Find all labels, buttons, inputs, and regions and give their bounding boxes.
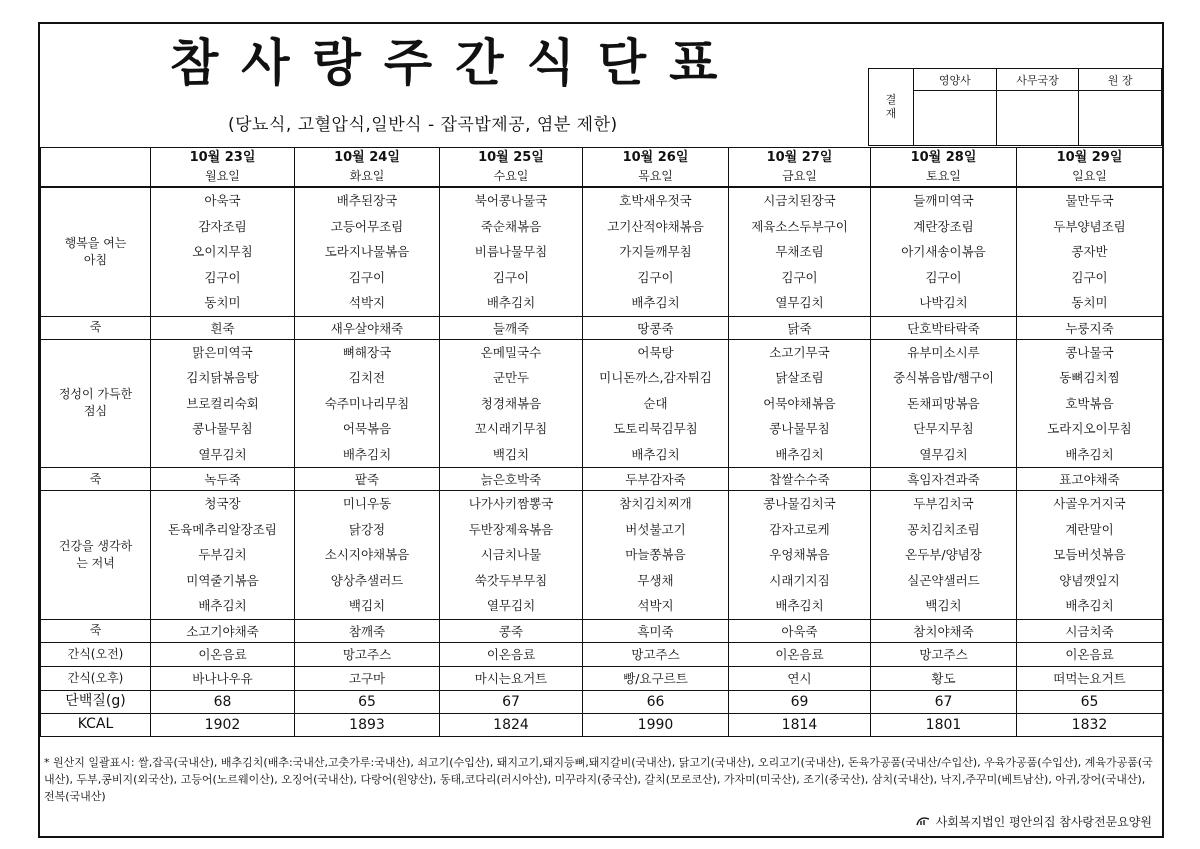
menu-item: 꼬시래기무침: [474, 421, 548, 436]
menu-item: 김구이: [1071, 269, 1108, 285]
lunch-cell: [295, 339, 440, 468]
menu-item: 아욱국: [204, 193, 241, 208]
menu-item: 단무지무침: [913, 421, 974, 436]
approval-role-dietitian: 영양사: [914, 69, 997, 91]
breakfast-cell: [1017, 187, 1163, 316]
row-label-line: 점심: [83, 404, 108, 419]
menu-item: 닭강정: [348, 521, 386, 537]
row-label-protein: [41, 690, 151, 713]
menu-item: 우엉채볶음: [769, 547, 830, 562]
menu-item: 김구이: [204, 269, 241, 285]
day-weekday: 일요일: [1072, 169, 1107, 183]
protein-cell: 69: [729, 690, 871, 713]
protein-cell: 65: [1017, 690, 1163, 713]
kcal-cell: 1814: [729, 713, 871, 736]
menu-item: 배추김치: [486, 295, 536, 310]
menu-item: 뼈해장국: [342, 344, 392, 360]
menu-item: 온두부/양념장: [905, 547, 982, 562]
menu-item: 김구이: [781, 269, 818, 285]
menu-item: 마늘쫑볶음: [625, 547, 686, 562]
dinner-cell: [583, 491, 729, 620]
porridge3-cell: 아욱죽: [729, 619, 871, 642]
menu-item: 어묵야채볶음: [763, 395, 836, 411]
menu-item: 어묵탕: [637, 344, 674, 360]
menu-item: 열무김치: [198, 446, 247, 462]
menu-item: 배추김치: [198, 598, 247, 613]
approval-sign-director[interactable]: [1079, 91, 1162, 146]
day-header: [1017, 148, 1163, 188]
menu-item: 물만두국: [1065, 193, 1114, 208]
menu-item: 김치전: [348, 370, 386, 385]
menu-item: 김구이: [925, 269, 962, 285]
menu-item: 죽순채볶음: [480, 218, 542, 234]
row-label-porridge2: [41, 468, 151, 491]
porridge3-cell: 흑미죽: [583, 619, 729, 642]
menu-item: 나가사키짬뽕국: [468, 496, 554, 511]
breakfast-cell: [729, 187, 871, 316]
menu-item: 백김치: [925, 598, 962, 613]
lunch-cell: [151, 339, 295, 468]
day-header: [295, 148, 440, 188]
snack_pm-cell: 마시는요거트: [440, 666, 583, 690]
protein-cell: 67: [440, 690, 583, 713]
menu-item: 호박새우젓국: [619, 193, 692, 208]
breakfast-cell: [295, 187, 440, 316]
menu-item: 배추김치: [775, 446, 824, 462]
dinner-cell: [729, 491, 871, 620]
day-weekday: 수요일: [493, 169, 529, 183]
menu-item: 동뼈김치찜: [1059, 370, 1120, 385]
day-date: 10월 29일: [1056, 150, 1123, 165]
porridge2-cell: 찹쌀수수죽: [729, 468, 871, 491]
day-date: 10월 23일: [189, 150, 256, 165]
breakfast-cell: [440, 187, 583, 316]
protein-cell: 65: [295, 690, 440, 713]
approval-sign-manager[interactable]: [996, 91, 1079, 146]
day-header: [151, 148, 295, 188]
row-label-line: 죽: [89, 623, 102, 637]
menu-item: 청국장: [204, 496, 241, 511]
menu-item: 콩나물무침: [769, 421, 830, 436]
kcal-cell: 1824: [440, 713, 583, 736]
row-porridge2: [41, 468, 1163, 491]
row-label-line: 간식(오전): [67, 646, 124, 661]
row-label-breakfast: [41, 187, 151, 316]
snack_pm-cell: 떠먹는요거트: [1017, 666, 1163, 690]
porridge3-cell: 소고기야채죽: [151, 619, 295, 642]
menu-item: 두부양념조림: [1053, 218, 1126, 234]
row-snack_am: [41, 642, 1163, 666]
menu-item: 백김치: [492, 446, 530, 462]
menu-item: 시금치된장국: [763, 193, 836, 208]
kcal-cell: 1832: [1017, 713, 1163, 736]
kcal-cell: 1893: [295, 713, 440, 736]
kcal-cell: 1801: [871, 713, 1017, 736]
menu-item: 두부김치국: [913, 496, 974, 511]
menu-item: 두부김치: [198, 547, 247, 562]
menu-item: 계란장조림: [913, 218, 974, 234]
menu-item: 순대: [643, 395, 668, 411]
row-label-line: 단백질(g): [65, 693, 126, 709]
menu-item: 소고기무국: [769, 344, 830, 360]
row-label-line: 간식(오후): [67, 670, 124, 685]
row-label-porridge3: [41, 619, 151, 642]
row-label-line: 는 저녁: [76, 555, 115, 570]
dinner-cell: [295, 491, 440, 620]
approval-label: 결 재: [869, 69, 914, 146]
menu-item: 배추김치: [775, 598, 824, 613]
row-label-lunch: [41, 339, 151, 468]
row-label-snack_pm: [41, 666, 151, 690]
menu-item: 도토리묵김무침: [613, 421, 698, 436]
approval-role-manager: 사무국장: [996, 69, 1079, 91]
lunch-cell: [440, 339, 583, 468]
porridge1-cell: 흰죽: [151, 316, 295, 339]
porridge2-cell: 표고야채죽: [1017, 468, 1163, 491]
page-subtitle: (당뇨식, 고혈압식,일반식 - 잡곡밥제공, 염분 제한): [228, 115, 618, 135]
protein-cell: 66: [583, 690, 729, 713]
porridge3-cell: 참깨죽: [295, 619, 440, 642]
menu-item: 소시지야채볶음: [324, 547, 410, 562]
porridge1-cell: 닭죽: [729, 316, 871, 339]
dinner-cell: [151, 491, 295, 620]
menu-item: 쑥갓두부무침: [474, 572, 548, 588]
snack_am-cell: 이온음료: [151, 642, 295, 666]
dinner-cell: [1017, 491, 1163, 620]
row-label-line: KCAL: [77, 716, 114, 732]
menu-item: 열무김치: [486, 598, 536, 613]
menu-item: 콩나물김치국: [763, 496, 836, 511]
day-header: [871, 148, 1017, 188]
snack_pm-cell: 고구마: [295, 666, 440, 690]
kcal-cell: 1990: [583, 713, 729, 736]
menu-item: 콩나물무침: [192, 421, 253, 436]
day-weekday: 월요일: [205, 169, 240, 183]
menu-item: 호박볶음: [1065, 395, 1114, 411]
menu-item: 북어콩나물국: [474, 193, 548, 208]
snack_pm-cell: 황도: [871, 666, 1017, 690]
row-porridge3: [41, 619, 1163, 642]
dinner-cell: [871, 491, 1017, 620]
lunch-cell: [583, 339, 729, 468]
row-snack_pm: [41, 666, 1163, 690]
row-label-line: 죽: [89, 320, 102, 334]
dinner-cell: [440, 491, 583, 620]
day-date: 10월 25일: [478, 150, 544, 165]
day-header: [440, 148, 583, 188]
menu-item: 열무김치: [775, 295, 824, 310]
porridge1-cell: 들깨죽: [440, 316, 583, 339]
row-label-porridge1: [41, 316, 151, 339]
menu-item: 콩자반: [1071, 244, 1108, 259]
approval-role-director: 원 장: [1079, 69, 1162, 91]
porridge2-cell: 늙은호박죽: [440, 468, 583, 491]
menu-item: 맑은미역국: [192, 344, 253, 360]
footer-org: [916, 813, 1152, 830]
porridge1-cell: 새우살야채죽: [295, 316, 440, 339]
snack_pm-cell: 연시: [729, 666, 871, 690]
porridge2-cell: 흑임자견과죽: [871, 468, 1017, 491]
row-label-line: 아침: [83, 252, 108, 267]
page-title: 참사랑주간식단표: [170, 34, 741, 92]
porridge3-cell: 참치야채죽: [871, 619, 1017, 642]
snack_pm-cell: 빵/요구르트: [583, 666, 729, 690]
menu-item: 미니돈까스,감자튀김: [599, 370, 712, 385]
day-date: 10월 26일: [622, 150, 689, 165]
menu-item: 나박김치: [919, 295, 968, 310]
menu-item: 아기새송이볶음: [901, 244, 986, 259]
lunch-cell: [871, 339, 1017, 468]
row-dinner: [41, 491, 1163, 620]
menu-item: 가지들깨무침: [619, 244, 692, 259]
menu-item: 석박지: [637, 598, 674, 613]
date-header-row: [41, 148, 1163, 188]
snack_am-cell: 이온음료: [729, 642, 871, 666]
day-header: [583, 148, 729, 188]
menu-item: 김치닭볶음탕: [186, 370, 259, 385]
row-label-line: 행복을 여는: [64, 235, 127, 250]
menu-item: 버섯불고기: [625, 521, 686, 537]
day-date: 10월 28일: [910, 150, 977, 165]
row-protein: [41, 690, 1163, 713]
row-porridge1: [41, 316, 1163, 339]
menu-item: 닭살조림: [775, 370, 824, 385]
row-breakfast: [41, 187, 1163, 316]
snack_am-cell: 이온음료: [1017, 642, 1163, 666]
menu-item: 중식볶음밥/햄구이: [893, 370, 994, 385]
menu-item: 오이지무침: [192, 244, 253, 259]
menu-item: 배추김치: [342, 446, 392, 462]
menu-item: 청경채볶음: [480, 395, 542, 411]
kcal-cell: 1902: [151, 713, 295, 736]
approval-box: [868, 68, 1162, 146]
menu-item: 비름나물무침: [474, 244, 548, 259]
menu-item: 감자조림: [198, 218, 247, 234]
menu-item: 온메밀국수: [480, 344, 542, 360]
menu-item: 꽁치김치조림: [907, 521, 980, 537]
menu-item: 도라지오이무침: [1047, 421, 1132, 436]
menu-item: 무채조림: [775, 244, 824, 259]
corner-cell: [41, 148, 151, 188]
row-label-line: 건강을 생각하: [58, 538, 133, 553]
menu-item: 콩나물국: [1065, 344, 1114, 360]
day-weekday: 화요일: [349, 169, 385, 183]
day-header: [729, 148, 871, 188]
menu-item: 모듬버섯볶음: [1053, 547, 1126, 562]
porridge2-cell: 두부감자죽: [583, 468, 729, 491]
lunch-cell: [1017, 339, 1163, 468]
menu-item: 고기산적야채볶음: [607, 218, 704, 234]
porridge2-cell: 팥죽: [295, 468, 440, 491]
day-date: 10월 27일: [766, 150, 833, 165]
menu-item: 사골우거지국: [1053, 496, 1126, 511]
menu-item: 군만두: [492, 370, 530, 385]
porridge2-cell: 녹두죽: [151, 468, 295, 491]
weekly-menu-table: [40, 147, 1163, 737]
menu-item: 돈육메추리알장조림: [168, 521, 277, 537]
snack_am-cell: 망고주스: [295, 642, 440, 666]
menu-item: 미역줄기볶음: [186, 572, 259, 588]
menu-item: 배추김치: [1065, 598, 1114, 613]
menu-item: 미니우동: [342, 496, 392, 511]
menu-item: 배추김치: [631, 295, 680, 310]
approval-sign-dietitian[interactable]: [914, 91, 997, 146]
menu-item: 김구이: [637, 269, 674, 285]
footer-org-name: 사회복지법인 평안의집 참사랑전문요양원: [935, 815, 1152, 829]
menu-item: 시래기지짐: [769, 572, 830, 588]
porridge1-cell: 땅콩죽: [583, 316, 729, 339]
menu-item: 고등어무조림: [330, 218, 404, 234]
menu-item: 시금치나물: [480, 547, 542, 562]
row-label-line: 정성이 가득한: [58, 387, 133, 402]
snack_am-cell: 망고주스: [871, 642, 1017, 666]
menu-item: 동치미: [204, 295, 241, 310]
porridge3-cell: 시금치죽: [1017, 619, 1163, 642]
row-label-kcal: [41, 713, 151, 736]
snack_am-cell: 이온음료: [440, 642, 583, 666]
row-label-line: 죽: [89, 471, 102, 486]
menu-item: 김구이: [492, 269, 530, 285]
menu-item: 제육소스두부구이: [751, 218, 848, 234]
menu-item: 실곤약샐러드: [907, 572, 980, 588]
menu-item: 들깨미역국: [913, 193, 974, 208]
snack_am-cell: 망고주스: [583, 642, 729, 666]
breakfast-cell: [151, 187, 295, 316]
menu-item: 유부미소시루: [907, 344, 980, 360]
menu-sheet: [38, 22, 1164, 838]
org-logo-icon: [916, 815, 930, 829]
day-date: 10월 24일: [334, 150, 400, 165]
row-label-dinner: [41, 491, 151, 620]
porridge1-cell: 누룽지죽: [1017, 316, 1163, 339]
origin-footnote: * 원산지 일괄표시: 쌀,잡곡(국내산), 배추김치(배추:국내산,고춧가루:국내산), 쇠고기(수입산), 돼지고기,돼지등뼈,돼지갈비(국내산), 닭고기(국내산), 오리고기(국내산), 돈육가공품(국내산/수입산), 우육가공품(수입산), 계육가공품(국내산), 두부,콩비지(외국산), 고등어(노르웨이산), 오징어(국내산), 다랑어(원양산), 동태,코다리(러시아산), 미꾸라지(중국산), 갈치(모로코산), 가자미(미국산), 조기(중국산), 삼치(국내산), 낙지,주꾸미(베트남산), 아귀,장어(국내산), 전복(국내산): [44, 756, 1153, 803]
day-weekday: 금요일: [782, 169, 817, 183]
breakfast-cell: [871, 187, 1017, 316]
breakfast-cell: [583, 187, 729, 316]
protein-cell: 68: [151, 690, 295, 713]
menu-item: 숙주미나리무침: [324, 395, 410, 411]
menu-item: 배추김치: [1065, 446, 1114, 462]
protein-cell: 67: [871, 690, 1017, 713]
menu-item: 동치미: [1071, 295, 1108, 310]
snack_pm-cell: 바나나우유: [151, 666, 295, 690]
menu-item: 배추된장국: [336, 193, 398, 208]
menu-item: 무생채: [637, 572, 674, 588]
menu-item: 두반장제육볶음: [468, 521, 554, 537]
porridge3-cell: 콩죽: [440, 619, 583, 642]
menu-item: 계란말이: [1065, 521, 1114, 537]
menu-item: 어묵볶음: [342, 421, 392, 436]
menu-item: 돈채피망볶음: [907, 395, 980, 411]
menu-item: 도라지나물볶음: [324, 244, 410, 259]
lunch-cell: [729, 339, 871, 468]
row-label-snack_am: [41, 642, 151, 666]
menu-item: 브로컬리숙회: [186, 395, 259, 411]
menu-item: 양념깻잎지: [1059, 572, 1120, 588]
menu-item: 석박지: [348, 295, 386, 310]
row-lunch: [41, 339, 1163, 468]
menu-item: 열무김치: [919, 446, 968, 462]
menu-item: 양상추샐러드: [330, 572, 404, 588]
porridge1-cell: 단호박타락죽: [871, 316, 1017, 339]
menu-item: 백김치: [348, 598, 386, 613]
menu-item: 참치김치찌개: [619, 496, 692, 511]
day-weekday: 토요일: [926, 169, 961, 183]
menu-item: 김구이: [348, 269, 386, 285]
menu-item: 감자고로케: [769, 521, 830, 537]
day-weekday: 목요일: [638, 169, 673, 183]
row-kcal: [41, 713, 1163, 736]
menu-item: 배추김치: [631, 446, 680, 462]
